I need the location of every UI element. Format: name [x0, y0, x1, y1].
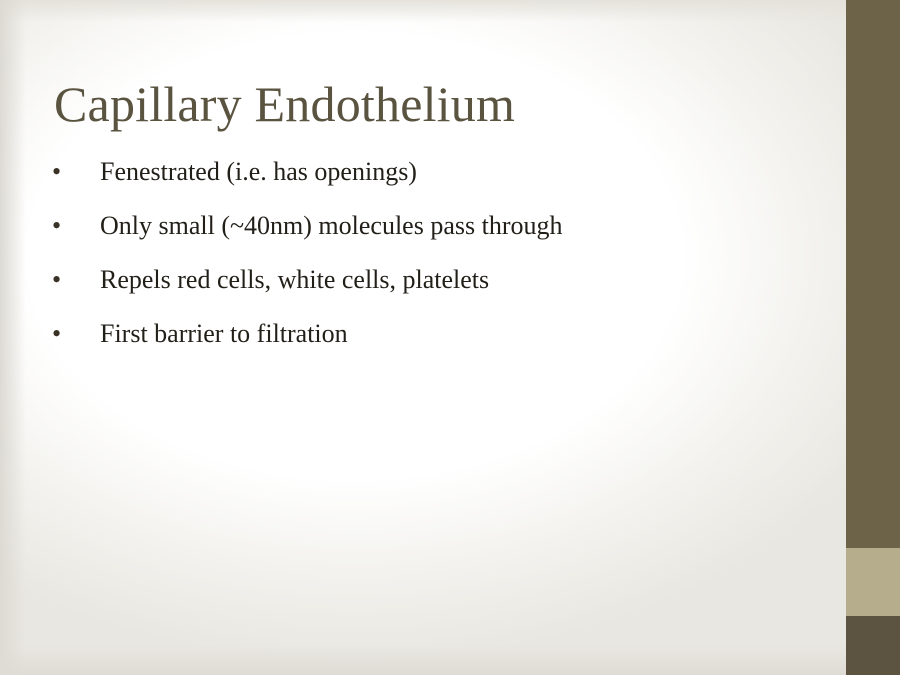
slide-edge-shadow-top: [0, 0, 846, 22]
sidebar-accent-top: [846, 0, 900, 548]
bullet-icon: •: [52, 319, 62, 348]
sidebar-accent-middle: [846, 548, 900, 616]
bullet-text: Fenestrated (i.e. has openings): [100, 157, 417, 186]
bullet-text: First barrier to filtration: [100, 319, 348, 348]
slide-edge-shadow-bottom: [0, 645, 846, 675]
bullet-icon: •: [52, 211, 62, 240]
slide-edge-shadow-left: [0, 0, 26, 675]
bullet-icon: •: [52, 265, 62, 294]
slide-title: Capillary Endothelium: [54, 75, 516, 132]
list-item: [44, 150, 804, 194]
bullet-icon: •: [52, 157, 62, 186]
bullet-list: [44, 150, 804, 366]
list-item: [44, 204, 804, 248]
bullet-text: Repels red cells, white cells, platelets: [100, 265, 490, 294]
list-item: [44, 258, 804, 302]
list-item: [44, 312, 804, 356]
sidebar-accent-bottom: [846, 616, 900, 675]
bullet-text: Only small (~40nm) molecules pass through: [100, 211, 563, 240]
